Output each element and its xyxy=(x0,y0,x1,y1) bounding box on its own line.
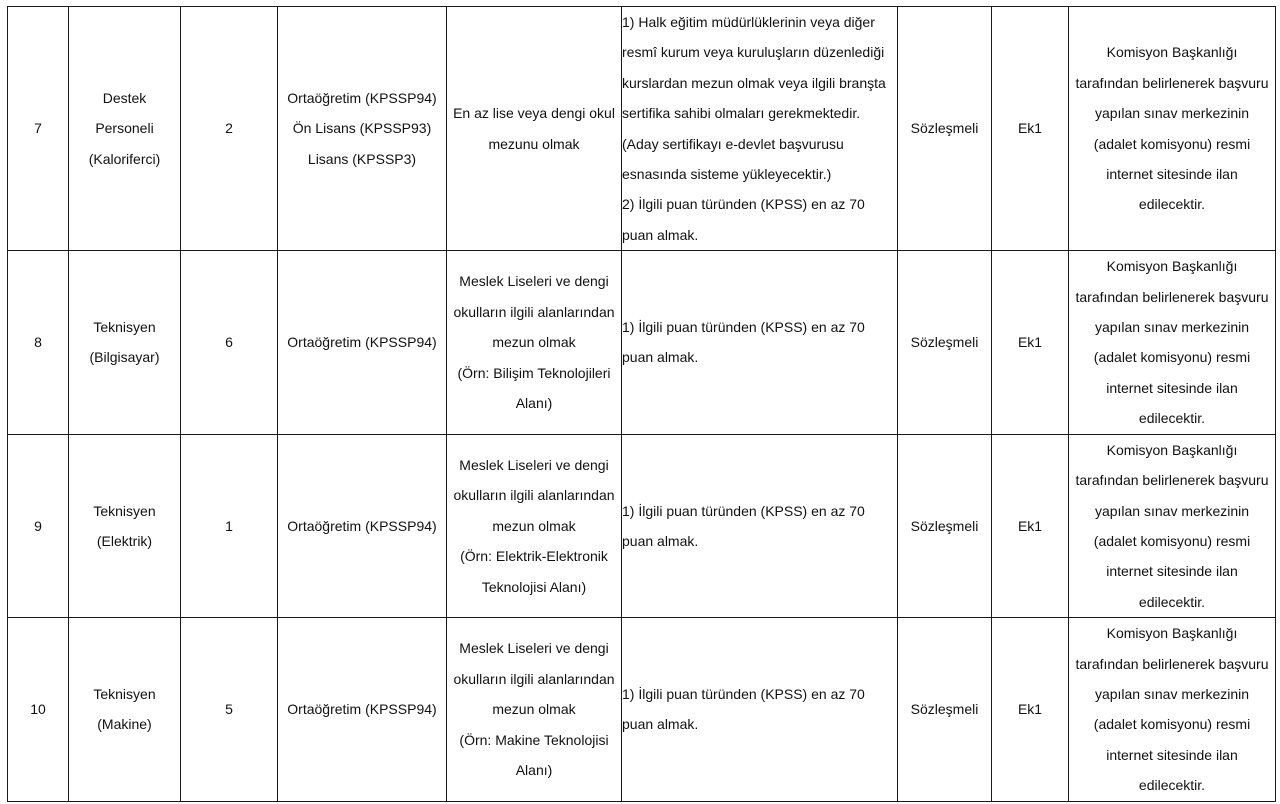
table-row xyxy=(8,7,1276,251)
cell-annex: Ek1 xyxy=(992,434,1069,617)
cell-no: 8 xyxy=(8,251,69,434)
cell-contract: Sözleşmeli xyxy=(898,7,992,251)
cell-requirements: 1) İlgili puan türünden (KPSS) en az 70 puan almak. xyxy=(622,618,898,801)
cell-requirements: 1) İlgili puan türünden (KPSS) en az 70 puan almak. xyxy=(622,251,898,434)
cell-annex: Ek1 xyxy=(992,618,1069,801)
cell-position: Destek Personeli (Kaloriferci) xyxy=(69,7,181,251)
cell-requirements: 1) Halk eğitim müdürlüklerinin veya diğer resmî kurum veya kuruluşların düzenlediği kurslardan mezun olmak veya ilgili branşta sertifika sahibi olmaları gerekmektedir. (Aday sertifikayı e-devlet başvurusu esnasında sisteme yükleyecektir.) 2) İlgili puan türünden (KPSS) en az 70 puan almak. xyxy=(622,7,898,251)
table-row xyxy=(8,251,1276,434)
cell-education: Ortaöğretim (KPSSP94) xyxy=(278,618,447,801)
cell-education: Ortaöğretim (KPSSP94) Ön Lisans (KPSSP93) Lisans (KPSSP3) xyxy=(278,7,447,251)
cell-education: Ortaöğretim (KPSSP94) xyxy=(278,434,447,617)
cell-requirements: 1) İlgili puan türünden (KPSS) en az 70 puan almak. xyxy=(622,434,898,617)
cell-count: 1 xyxy=(181,434,278,617)
cell-count: 5 xyxy=(181,618,278,801)
cell-position: Teknisyen (Elektrik) xyxy=(69,434,181,617)
cell-exam: Komisyon Başkanlığı tarafından belirlenerek başvuru yapılan sınav merkezinin (adalet komisyonu) resmi internet sitesinde ilan edilecektir. xyxy=(1069,7,1276,251)
cell-education: Ortaöğretim (KPSSP94) xyxy=(278,251,447,434)
cell-exam: Komisyon Başkanlığı tarafından belirlenerek başvuru yapılan sınav merkezinin (adalet komisyonu) resmi internet sitesinde ilan edilecektir. xyxy=(1069,618,1276,801)
cell-contract: Sözleşmeli xyxy=(898,251,992,434)
cell-no: 10 xyxy=(8,618,69,801)
cell-school: En az lise veya dengi okul mezunu olmak xyxy=(447,7,622,251)
cell-school: Meslek Liseleri ve dengi okulların ilgili alanlarından mezun olmak (Örn: Bilişim Teknolojileri Alanı) xyxy=(447,251,622,434)
cell-annex: Ek1 xyxy=(992,7,1069,251)
table-row xyxy=(8,434,1276,617)
cell-annex: Ek1 xyxy=(992,251,1069,434)
cell-school: Meslek Liseleri ve dengi okulların ilgili alanlarından mezun olmak (Örn: Makine Teknolojisi Alanı) xyxy=(447,618,622,801)
cell-no: 9 xyxy=(8,434,69,617)
cell-count: 2 xyxy=(181,7,278,251)
cell-school: Meslek Liseleri ve dengi okulların ilgili alanlarından mezun olmak (Örn: Elektrik-Elektronik Teknolojisi Alanı) xyxy=(447,434,622,617)
cell-contract: Sözleşmeli xyxy=(898,618,992,801)
cell-count: 6 xyxy=(181,251,278,434)
cell-contract: Sözleşmeli xyxy=(898,434,992,617)
cell-exam: Komisyon Başkanlığı tarafından belirlenerek başvuru yapılan sınav merkezinin (adalet komisyonu) resmi internet sitesinde ilan edilecektir. xyxy=(1069,251,1276,434)
cell-position: Teknisyen (Bilgisayar) xyxy=(69,251,181,434)
cell-position: Teknisyen (Makine) xyxy=(69,618,181,801)
cell-no: 7 xyxy=(8,7,69,251)
table-row xyxy=(8,618,1276,801)
cell-exam: Komisyon Başkanlığı tarafından belirlenerek başvuru yapılan sınav merkezinin (adalet komisyonu) resmi internet sitesinde ilan edilecektir. xyxy=(1069,434,1276,617)
job-positions-table xyxy=(7,6,1276,802)
table-body xyxy=(8,7,1276,802)
